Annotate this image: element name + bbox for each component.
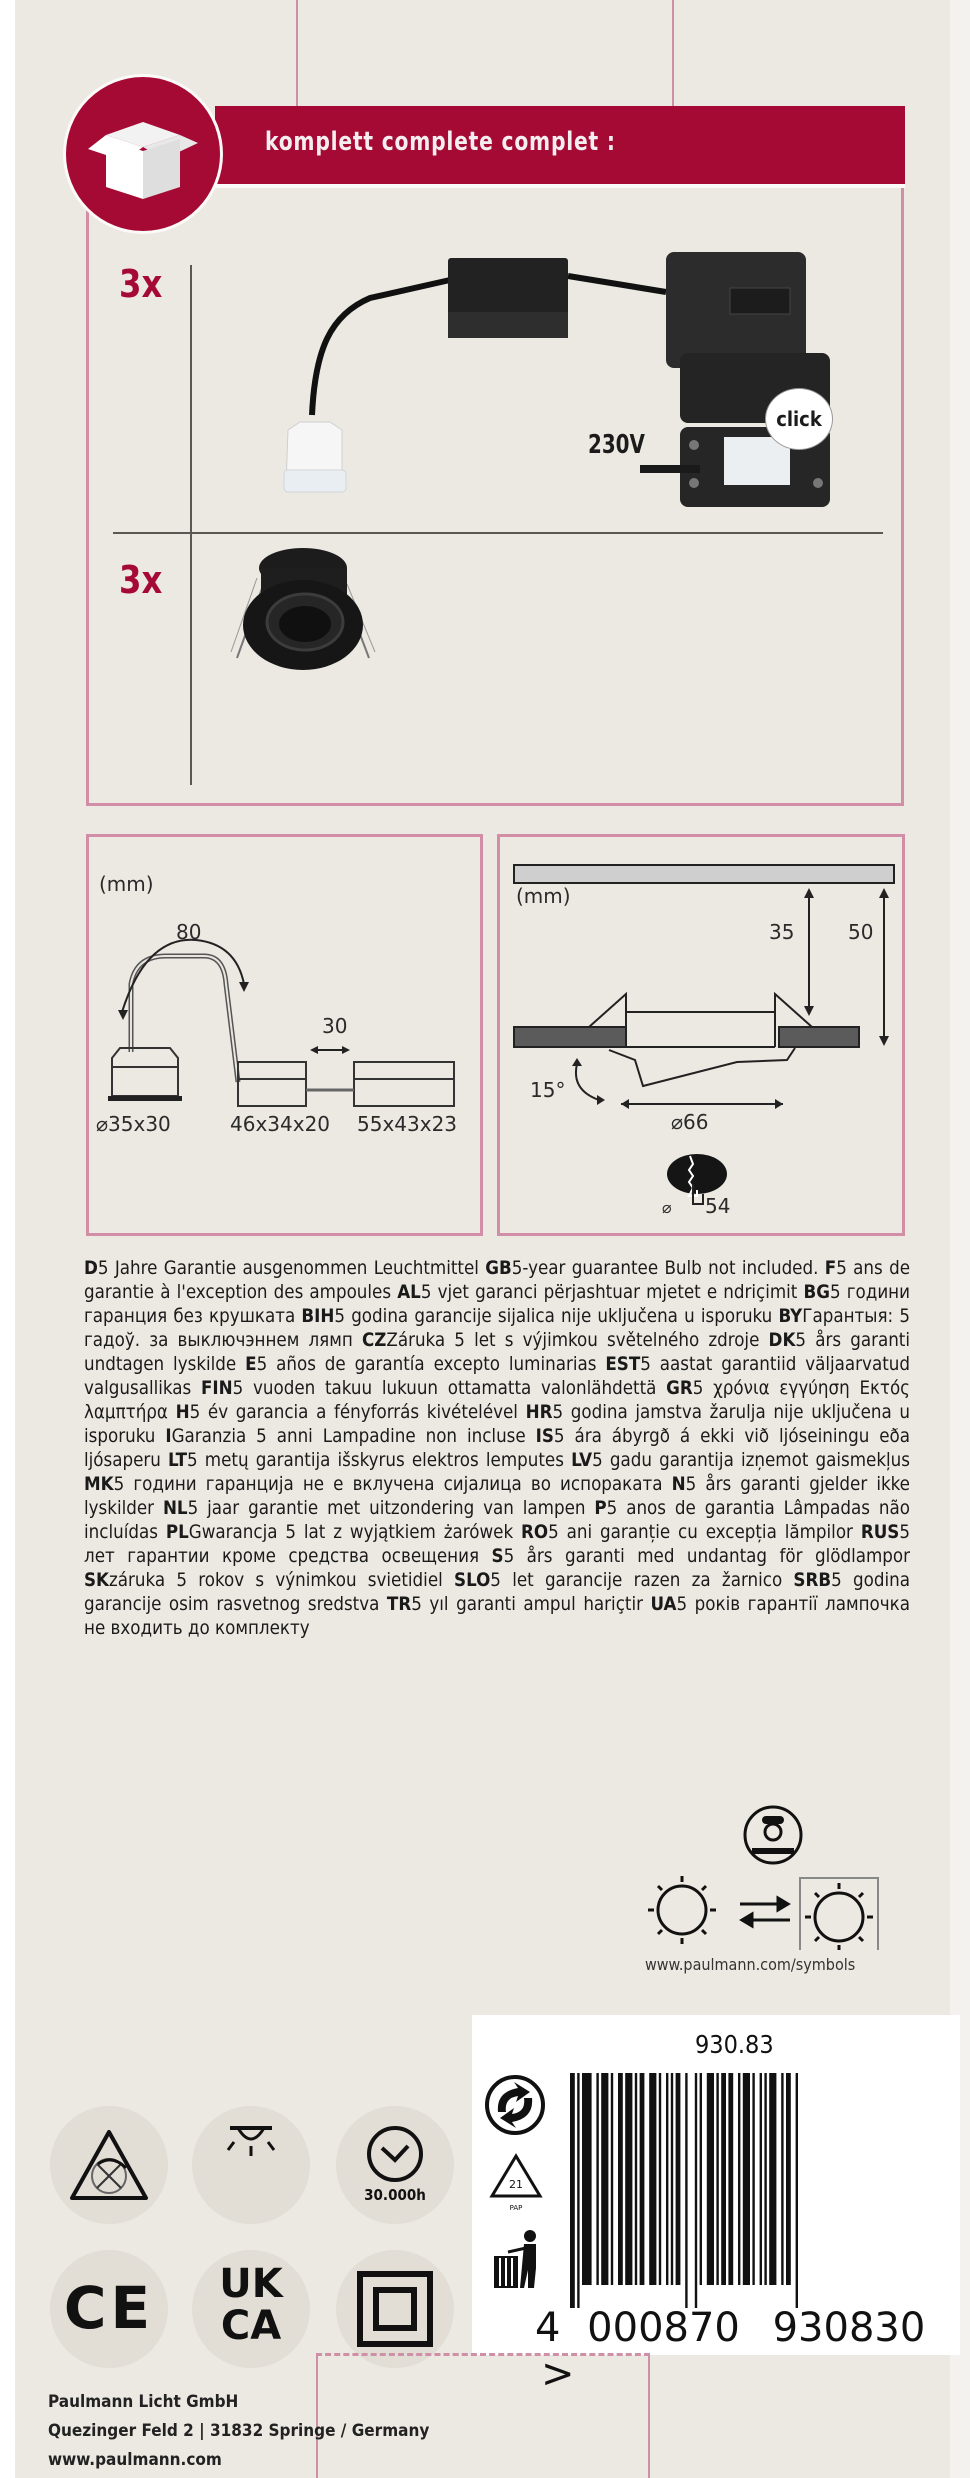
warranty-text <box>84 1257 910 1641</box>
fold-line-bottom <box>316 2353 650 2356</box>
hole-saw-icon <box>667 1154 727 1194</box>
ukca-mark-line2: CA <box>220 2303 282 2349</box>
warranty-statement: 5 ára ábyrgð á ekki við ljóseiningu eða ljósaperu <box>84 1426 911 1471</box>
symbols-url[interactable]: www.paulmann.com/symbols <box>645 1955 856 1974</box>
light-source-icon <box>648 1876 716 1944</box>
barcode-bar <box>769 2073 776 2285</box>
cert-protection-class-ii <box>336 2250 454 2368</box>
ean-number <box>535 2305 970 2397</box>
barcode-bar <box>671 2073 673 2285</box>
warranty-country-code: SLO <box>454 1570 491 1591</box>
warranty-country-code: N <box>671 1474 686 1495</box>
warranty-country-code: BIH <box>301 1306 335 1327</box>
barcode-bar <box>666 2073 668 2285</box>
warranty-country-code: UA <box>650 1594 677 1615</box>
outer-diameter-label: ⌀66 <box>671 1110 709 1134</box>
fold-line-bottom-left <box>316 2354 318 2478</box>
contents-title: komplett complete complet : <box>265 127 616 157</box>
module-dimension-drawing <box>86 834 483 1236</box>
barcode-bar <box>596 2073 598 2285</box>
warranty-country-code: CZ <box>361 1330 387 1351</box>
depth-min-label: 35 <box>769 920 795 944</box>
warranty-country-code: GB <box>485 1258 512 1279</box>
symbols-group <box>640 1800 930 1950</box>
barcode-bar <box>752 2073 754 2285</box>
box-badge <box>63 74 223 234</box>
warranty-country-code: DK <box>768 1330 796 1351</box>
warranty-statement: 5 godina garancije sijalica nije uključena u isporuku <box>334 1306 779 1327</box>
unit-label-left: (mm) <box>99 872 154 896</box>
ukca-mark-line1: UK <box>219 2261 283 2307</box>
warranty-statement: 5 let garancije razen za žarnico <box>490 1570 794 1591</box>
warranty-country-code: PL <box>165 1522 189 1543</box>
cable-length-label: 80 <box>176 920 202 944</box>
downlight-icon <box>192 2106 310 2224</box>
barcode-bar <box>781 2073 783 2285</box>
barcode-bar <box>728 2073 733 2285</box>
recessed-ring-illustration <box>215 540 395 680</box>
warranty-statement: 5 ani garanție cu excepția lămpilor <box>548 1522 861 1543</box>
click-callout <box>765 388 833 450</box>
warranty-country-code: BG <box>803 1282 830 1303</box>
warranty-country-code: E <box>245 1354 257 1375</box>
warranty-statement: 5 års garanti undtagen lyskilde <box>84 1330 911 1375</box>
cert-lifetime <box>336 2106 454 2224</box>
barcode-bar <box>716 2073 718 2285</box>
warranty-statement: Garanzia 5 anni Lampadine non incluse <box>171 1426 536 1447</box>
tilt-angle-label: 15° <box>530 1078 566 1102</box>
recycling-pap-icon <box>488 2152 544 2212</box>
gap-label: 30 <box>322 1014 348 1038</box>
barcode-bar <box>577 2073 579 2308</box>
barcode-bar <box>738 2073 740 2285</box>
warranty-country-code: SK <box>84 1570 110 1591</box>
unit-label-right: (mm) <box>516 884 571 908</box>
green-dot-icon <box>484 2074 546 2136</box>
company-address: Quezinger Feld 2 | 31832 Springe / Germany <box>48 2421 430 2441</box>
warranty-statement: 5-year guarantee Bulb not included. <box>511 1258 825 1279</box>
barcode <box>570 2073 930 2308</box>
warranty-country-code: LV <box>571 1450 593 1471</box>
warranty-country-code: EST <box>605 1354 641 1375</box>
warranty-country-code: H <box>175 1402 190 1423</box>
warranty-statement: 5 години гаранция без крушката <box>84 1282 910 1327</box>
warranty-country-code: NL <box>162 1498 188 1519</box>
warranty-statement: 5 godina garancije osim rasvetnog sredstva <box>84 1570 910 1615</box>
barcode-bar <box>618 2073 623 2285</box>
barcode-bar <box>582 2073 592 2285</box>
barcode-bar <box>707 2073 714 2285</box>
warranty-statement: 5 gadu garantija izņemot gaismekļus <box>592 1450 910 1471</box>
warranty-country-code: LT <box>168 1450 188 1471</box>
lifetime-label: 30.000h <box>364 2186 426 2204</box>
warranty-country-code: P <box>594 1498 607 1519</box>
warranty-statement: 5 χρόνια εγγύηση Εκτός λαμπτήρα <box>84 1378 910 1423</box>
dispose-bin-icon <box>490 2228 542 2292</box>
barcode-bar <box>764 2073 766 2285</box>
warranty-statement: záruka 5 rokov s výnimkou svietidiel <box>109 1570 455 1591</box>
barcode-bar <box>601 2073 608 2285</box>
warranty-statement: 5 vuoden takuu lukuun ottamatta valonlähdettä <box>232 1378 667 1399</box>
warranty-country-code: BY <box>778 1306 803 1327</box>
barcode-bar <box>721 2073 726 2285</box>
ean-right-group: 930830 <box>772 2305 926 2351</box>
ean-quiet-marker: > <box>541 2351 575 2397</box>
barcode-bar <box>695 2073 697 2308</box>
warranty-country-code: S <box>491 1546 504 1567</box>
warranty-statement: 5 év garancia a fényforrás kivételével <box>189 1402 526 1423</box>
warranty-statement: 5 години гаранција не е вклучена сијалица во испораката <box>113 1474 672 1495</box>
contents-row-divider <box>113 532 883 534</box>
contents-column-divider <box>190 265 192 785</box>
warranty-statement: 5 yıl garanti ampul hariçtir <box>411 1594 651 1615</box>
warranty-statement: Záruka 5 let s výjimkou světelného zdroje <box>386 1330 769 1351</box>
open-box-icon <box>66 77 220 231</box>
quantity-module: 3x <box>119 262 163 306</box>
barcode-bar <box>760 2073 762 2285</box>
fold-line-bottom-right <box>648 2354 650 2478</box>
warranty-country-code: SRB <box>793 1570 832 1591</box>
warranty-statement: 5 års garanti med undantag för glödlampor <box>503 1546 910 1567</box>
clock-icon <box>336 2106 454 2224</box>
cert-light-distribution <box>192 2106 310 2224</box>
warranty-statement: Gwarancja 5 lat z wyjątkiem żarówek <box>188 1522 522 1543</box>
warranty-statement: Гарантыя: 5 гадоў. за выключэннем лямп <box>84 1306 910 1351</box>
warranty-statement: 5 Jahre Garantie ausgenommen Leuchtmittel <box>97 1258 486 1279</box>
warranty-country-code: RO <box>521 1522 549 1543</box>
barcode-bar <box>649 2073 656 2285</box>
barcode-bar <box>570 2073 575 2308</box>
warranty-country-code: IS <box>535 1426 554 1447</box>
barcode-bar <box>611 2073 613 2285</box>
barcode-bar <box>743 2073 750 2285</box>
quantity-ring: 3x <box>119 558 163 602</box>
warranty-statement: 5 godina jamstva žarulja nije uključena u isporuku <box>84 1402 910 1447</box>
warranty-statement: 5 лет гарантии кроме средства освещения <box>84 1522 910 1567</box>
warranty-statement: 5 års garanti gjelder ikke lyskilder <box>84 1474 910 1519</box>
warranty-country-code: GR <box>666 1378 693 1399</box>
barcode-bar <box>676 2073 681 2285</box>
barcode-bar <box>700 2073 702 2285</box>
warranty-statement: 5 років гарантії лампочка не входить до комплекту <box>84 1594 910 1639</box>
cert-ukca <box>192 2250 310 2368</box>
warranty-statement: 5 vjet garanci përjashtuar mjetet e ndriçimit <box>420 1282 804 1303</box>
fold-line-left <box>296 0 298 106</box>
voltage-label: 230V <box>588 430 645 460</box>
replaceable-arrows-icon <box>740 1898 790 1926</box>
warranty-country-code: TR <box>386 1594 412 1615</box>
double-insulation-icon <box>336 2250 454 2368</box>
recycling-material: PAP <box>509 2204 523 2212</box>
barcode-bar <box>796 2073 798 2308</box>
module-size-label: ⌀35x30 <box>96 1112 171 1136</box>
warranty-country-code: MK <box>84 1474 114 1495</box>
ce-mark: CE <box>63 2274 155 2342</box>
fold-line-right <box>672 0 674 106</box>
cert-no-cover-warning <box>50 2106 168 2224</box>
barcode-bar <box>640 2073 645 2285</box>
warranty-country-code: HR <box>525 1402 553 1423</box>
replaceable-light-source-icon <box>805 1883 873 1950</box>
click-callout-text: click <box>776 407 822 431</box>
recycling-code: 21 <box>509 2178 523 2191</box>
cert-ce <box>50 2250 168 2368</box>
warranty-statement: 5 metų garantija išskyrus elektros lemputes <box>187 1450 572 1471</box>
warranty-statement: 5 jaar garantie met uitzondering van lampen <box>187 1498 595 1519</box>
warranty-country-code: I <box>165 1426 172 1447</box>
barcode-bar <box>635 2073 637 2285</box>
ean-first-digit: 4 <box>535 2305 561 2351</box>
warranty-country-code: AL <box>397 1282 421 1303</box>
warranty-country-code: FIN <box>201 1378 233 1399</box>
barcode-bar <box>786 2073 791 2285</box>
article-number: 930.83 <box>695 2030 774 2059</box>
warranty-statement: 5 aastat garantiid väljaarvatud valgusallikas <box>84 1354 910 1399</box>
company-name: Paulmann Licht GmbH <box>48 2392 239 2412</box>
installer-icon <box>745 1807 801 1863</box>
depth-total-label: 50 <box>848 920 874 944</box>
cutout-symbol: ⌀ <box>662 1198 672 1217</box>
company-website[interactable]: www.paulmann.com <box>48 2450 222 2470</box>
warranty-statement: 5 anos de garantia Lâmpadas não incluídas <box>84 1498 910 1543</box>
warranty-statement: 5 ans de garantie à l'exception des ampoules <box>84 1258 911 1303</box>
warranty-statement: 5 años de garantía excepto luminarias <box>256 1354 606 1375</box>
barcode-bar <box>659 2073 661 2285</box>
warranty-country-code: RUS <box>860 1522 900 1543</box>
barcode-bar <box>625 2073 632 2285</box>
barcode-bar <box>685 2073 687 2308</box>
ean-left-group: 000870 <box>587 2305 740 2351</box>
warranty-country-code: D <box>84 1258 98 1279</box>
installation-dimension-drawing <box>497 834 905 1236</box>
driver-size-label: 46x34x20 <box>230 1112 331 1136</box>
warranty-country-code: F <box>824 1258 837 1279</box>
no-insulation-cover-icon <box>50 2106 168 2224</box>
connector-size-label: 55x43x23 <box>357 1112 458 1136</box>
cutout-diameter-label: 54 <box>705 1194 731 1218</box>
